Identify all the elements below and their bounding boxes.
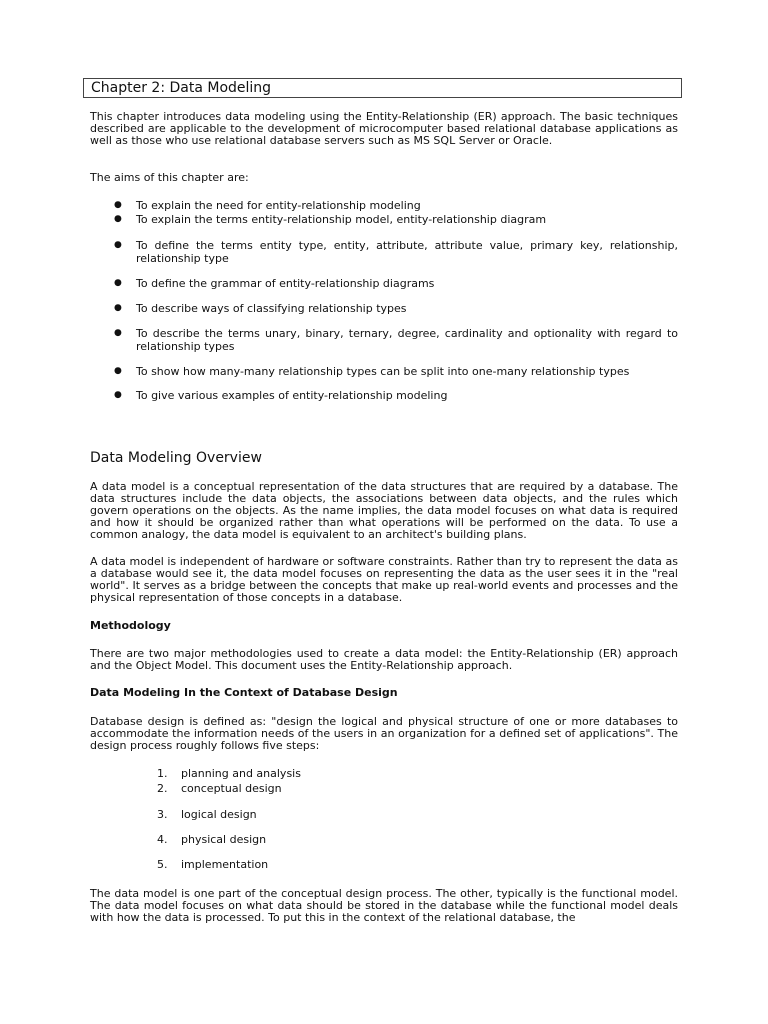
aim-item: ● To explain the need for entity-relationship modeling <box>114 199 421 212</box>
bullet-icon: ● <box>114 200 122 210</box>
closing-paragraph: The data model is one part of the conceptual design process. The other, typically is the functional model. The data model focuses on what data should be stored in the database while the functional model deals with how the data is processed. To put this in the context of the relational database, the <box>90 887 678 924</box>
aim-item: ● To describe ways of classifying relationship types <box>114 302 407 315</box>
step-item: 1. planning and analysis <box>157 767 301 780</box>
chapter-title: Chapter 2: Data Modeling <box>83 78 682 98</box>
bullet-icon: ● <box>114 366 122 376</box>
section-heading-overview: Data Modeling Overview <box>90 450 262 466</box>
step-item: 2. conceptual design <box>157 782 282 795</box>
subheading-methodology: Methodology <box>90 619 171 632</box>
aim-item: ● To give various examples of entity-relationship modeling <box>114 389 448 402</box>
methodology-paragraph: There are two major methodologies used to create a data model: the Entity-Relationship (ER) approach and the Object Model. This document uses the Entity-Relationship approach. <box>90 647 678 672</box>
bullet-icon: ● <box>114 278 122 288</box>
step-item: 5. implementation <box>157 858 269 871</box>
aim-item: ● To explain the terms entity-relationship model, entity-relationship diagram <box>114 213 547 226</box>
step-item: 3. logical design <box>157 808 257 821</box>
bullet-icon: ● <box>114 214 122 224</box>
subheading-context: Data Modeling In the Context of Database Design <box>90 686 398 699</box>
intro-paragraph: This chapter introduces data modeling using the Entity-Relationship (ER) approach. The basic techniques described are applicable to the development of microcomputer based relational database applications as well as those who use relational database servers such as MS SQL Server or Oracle. <box>90 110 678 147</box>
overview-paragraph-2: A data model is independent of hardware or software constraints. Rather than try to represent the data as a database would see it, the data model focuses on representing the data as the user sees it in the "real world". It serves as a bridge between the concepts that make up real-world events and processes and the physical representation of those concepts in a database. <box>90 555 678 604</box>
step-item: 4. physical design <box>157 833 267 846</box>
aim-item: ● To describe the terms unary, binary, ternary, degree, cardinality and optionality with regard to relationship types <box>114 327 678 353</box>
bullet-icon: ● <box>114 303 122 313</box>
bullet-icon: ● <box>114 328 122 338</box>
bullet-icon: ● <box>114 390 122 400</box>
aims-intro: The aims of this chapter are: <box>90 171 249 184</box>
aim-item: ● To define the terms entity type, entity, attribute, attribute value, primary key, relationship, relationship type <box>114 239 678 265</box>
bullet-icon: ● <box>114 240 122 250</box>
overview-paragraph-1: A data model is a conceptual representation of the data structures that are required by a database. The data structures include the data objects, the associations between data objects, and the rules which govern operations on the objects. As the name implies, the data model focuses on what data is required and how it should be organized rather than what operations will be performed on the data. To use a common analogy, the data model is equivalent to an architect's building plans. <box>90 480 678 541</box>
aim-item: ● To show how many-many relationship types can be split into one-many relationship types <box>114 365 630 378</box>
aim-item: ● To define the grammar of entity-relationship diagrams <box>114 277 435 290</box>
context-paragraph: Database design is defined as: "design the logical and physical structure of one or more databases to accommodate the information needs of the users in an organization for a defined set of applications". The design process roughly follows five steps: <box>90 715 678 752</box>
